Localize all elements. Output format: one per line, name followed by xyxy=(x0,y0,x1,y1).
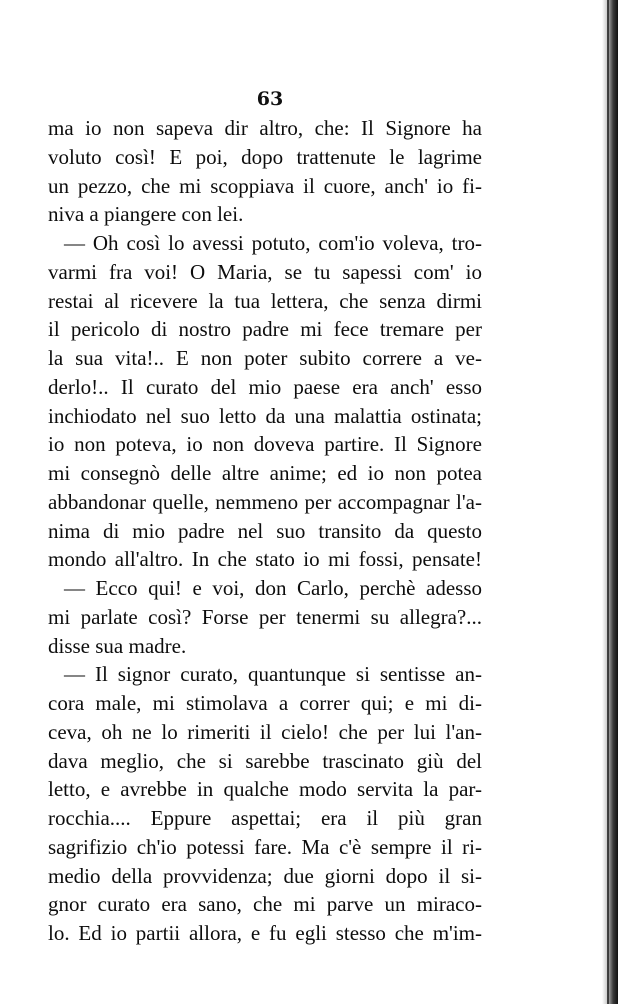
book-spine-edge xyxy=(602,0,618,1004)
text-line: abbandonar quelle, nemmeno per accompagnar l'a- xyxy=(48,489,482,514)
text-line: — Il signor curato, quantunque si sentisse an- xyxy=(64,662,482,687)
text-line: rocchia.... Eppure aspettai; era il più gran xyxy=(48,806,482,830)
page-number: 63 xyxy=(256,88,284,110)
text-line: mi consegnò delle altre anime; ed io non potea xyxy=(48,461,482,485)
text-line: nima di mio padre nel suo transito da questo xyxy=(48,518,482,543)
text-line: derlo!.. Il curato del mio paese era anch' esso xyxy=(48,374,482,399)
text-line: sagrifizio ch'io potessi fare. Ma c'è sempre il ri- xyxy=(48,834,482,859)
text-line: inchiodato nel suo letto da una malattia ostinata; xyxy=(48,403,482,428)
text-line: un pezzo, che mi scoppiava il cuore, anch' io fi- xyxy=(48,173,482,198)
text-line: lo. Ed io partii allora, e fu egli stesso che m'im- xyxy=(48,921,482,945)
text-line: varmi fra voi! O Maria, se tu sapessi com' io xyxy=(48,259,482,284)
text-line: voluto così! E poi, dopo trattenute le lagrime xyxy=(48,144,482,169)
text-line: — Oh così lo avessi potuto, com'io voleva, tro- xyxy=(64,231,482,255)
text-line: il pericolo di nostro padre mi fece tremare per xyxy=(48,317,482,342)
text-line: ma io non sapeva dir altro, che: Il Signore ha xyxy=(48,116,482,140)
text-line: mi parlate così? Forse per tenermi su allegra?... xyxy=(48,604,482,629)
text-line: restai al ricevere la tua lettera, che senza dirmi xyxy=(48,288,482,313)
text-line: — Ecco qui! e voi, don Carlo, perchè adesso xyxy=(64,576,482,600)
text-line: io non poteva, io non doveva partire. Il Signore xyxy=(48,432,482,457)
text-line: cora male, mi stimolava a correr qui; e mi di- xyxy=(48,691,482,715)
text-line: ceva, oh ne lo rimeriti il cielo! che per lui l'an- xyxy=(48,719,482,744)
binding-shadow xyxy=(607,0,609,1004)
text-line: la sua vita!.. E non poter subito correre a ve- xyxy=(48,346,482,370)
text-line: dava meglio, che si sarebbe trascinato giù del xyxy=(48,748,482,773)
text-line: mondo all'altro. In che stato io mi fossi, pensate! xyxy=(48,547,482,572)
body-text xyxy=(48,114,482,948)
text-line: letto, e avrebbe in qualche modo servita la par- xyxy=(48,777,482,802)
text-line: niva a piangere con lei. xyxy=(48,202,244,227)
text-line: medio della provvidenza; due giorni dopo il si- xyxy=(48,863,482,888)
text-line: gnor curato era sano, che mi parve un miraco- xyxy=(48,892,482,917)
text-line: disse sua madre. xyxy=(48,633,187,658)
